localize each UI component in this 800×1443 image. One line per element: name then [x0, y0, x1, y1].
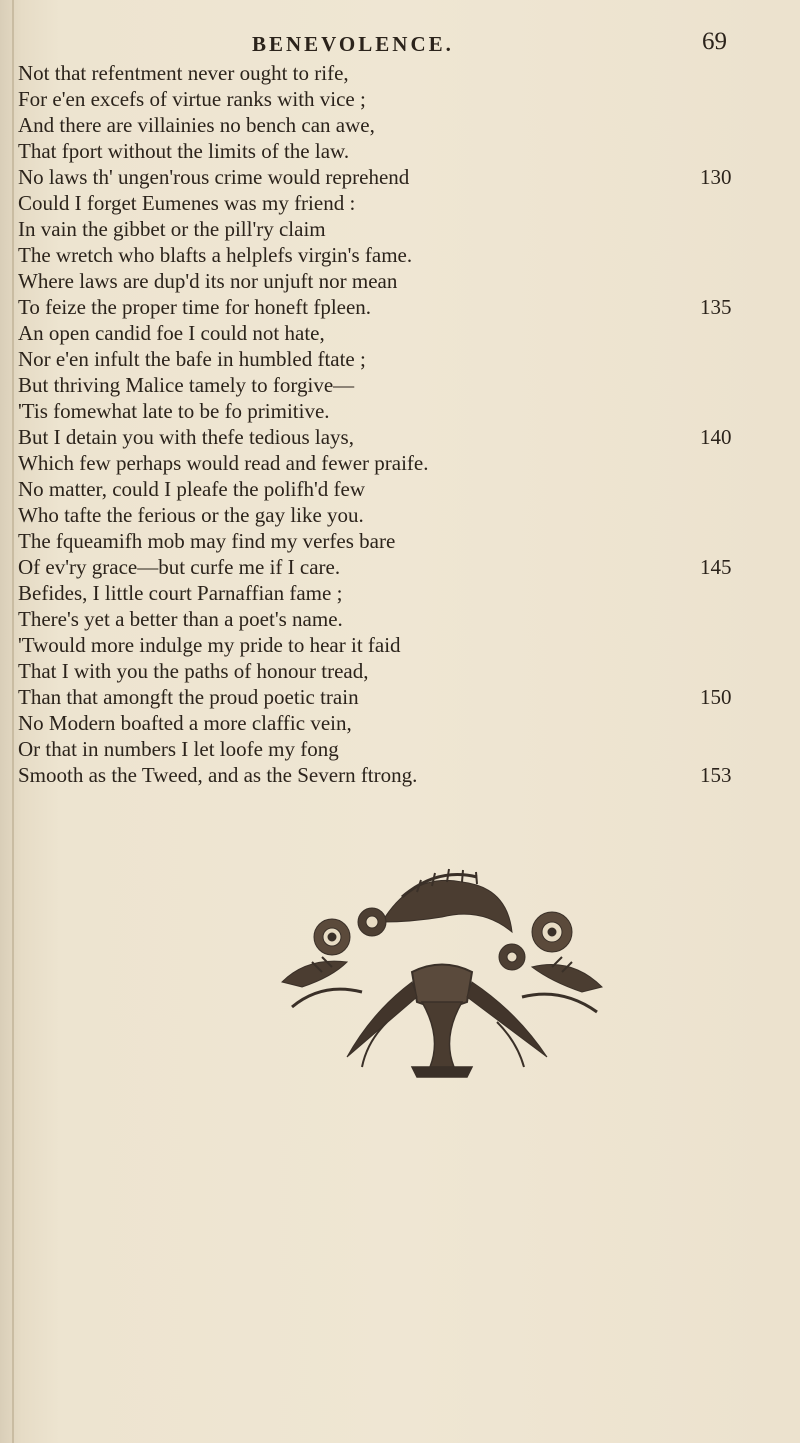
verse-line: There's yet a better than a poet's name.	[18, 607, 343, 631]
verse-line: No Modern boafted a more claffic vein,	[18, 711, 352, 735]
verse-line: An open candid foe I could not hate,	[18, 321, 325, 345]
verse-line: Nor e'en infult the bafe in humbled ftate ;	[18, 347, 366, 371]
verse-line: Of ev'ry grace—but curfe me if I care.	[18, 555, 341, 579]
verse-line: Than that amongft the proud poetic train	[18, 685, 359, 709]
page-number: 69	[702, 28, 727, 55]
verse-line: No matter, could I pleafe the polifh'd few	[18, 477, 365, 501]
verse-line: Smooth as the Tweed, and as the Severn ftrong.	[18, 763, 418, 787]
verse-line: The fqueamifh mob may find my verfes bare	[18, 529, 396, 553]
verse-line: The wretch who blafts a helplefs virgin's fame.	[18, 243, 413, 267]
line-number: 145	[700, 555, 732, 579]
verse-line: For e'en excefs of virtue ranks with vice ;	[18, 87, 366, 111]
poem-text	[18, 60, 698, 788]
verse-line: To feize the proper time for honeft fpleen.	[18, 295, 372, 319]
verse-line: But I detain you with thefe tedious lays,	[18, 425, 354, 449]
verse-line: Befides, I little court Parnaffian fame ;	[18, 581, 343, 605]
line-number: 130	[700, 165, 732, 189]
verse-line: Who tafte the ferious or the gay like you.	[18, 503, 364, 527]
verse-line: Which few perhaps would read and fewer praife.	[18, 451, 429, 475]
verse-line: Where laws are dup'd its nor unjuft nor mean	[18, 269, 398, 293]
floral-tailpiece-icon	[262, 862, 622, 1092]
line-number: 140	[700, 425, 732, 449]
page-header	[0, 28, 800, 58]
verse-line: Not that refentment never ought to rife,	[18, 61, 349, 85]
running-head: BENEVOLENCE.	[252, 32, 454, 56]
verse-line: That fport without the limits of the law.	[18, 139, 350, 163]
verse-line: In vain the gibbet or the pill'ry claim	[18, 217, 326, 241]
verse-line: Or that in numbers I let loofe my fong	[18, 737, 339, 761]
line-number: 150	[700, 685, 732, 709]
binding-gutter	[12, 0, 14, 1443]
verse-line: No laws th' ungen'rous crime would reprehend	[18, 165, 410, 189]
line-number: 135	[700, 295, 732, 319]
verse-line: That I with you the paths of honour tread,	[18, 659, 369, 683]
verse-line: Could I forget Eumenes was my friend :	[18, 191, 356, 215]
verse-line: But thriving Malice tamely to forgive—	[18, 373, 355, 397]
verse-line: 'Twould more indulge my pride to hear it faid	[18, 633, 401, 657]
verse-line: And there are villainies no bench can awe,	[18, 113, 375, 137]
line-number: 153	[700, 763, 732, 787]
verse-line: 'Tis fomewhat late to be fo primitive.	[18, 399, 330, 423]
